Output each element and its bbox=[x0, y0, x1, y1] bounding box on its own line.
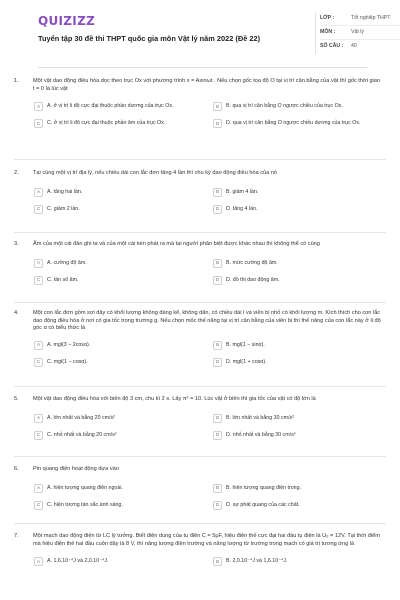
option-a[interactable] bbox=[34, 484, 203, 495]
option-letter-badge: B bbox=[213, 484, 222, 493]
meta-value: Tốt nghiệp THPT bbox=[351, 14, 391, 21]
question-1 bbox=[0, 78, 400, 130]
option-b[interactable] bbox=[213, 102, 382, 113]
option-letter-badge: B bbox=[213, 557, 222, 566]
option-grid bbox=[33, 188, 382, 216]
option-d[interactable] bbox=[213, 205, 382, 216]
option-c[interactable] bbox=[34, 276, 203, 287]
option-a[interactable] bbox=[34, 557, 203, 568]
question-number: 3. bbox=[14, 241, 19, 247]
option-b[interactable] bbox=[213, 557, 382, 568]
option-c[interactable] bbox=[34, 501, 203, 512]
meta-table bbox=[315, 12, 400, 54]
quizizz-logo: QUIZIZZ bbox=[38, 14, 96, 28]
question-number: 4. bbox=[14, 310, 19, 316]
question-divider bbox=[14, 302, 386, 303]
option-d[interactable] bbox=[213, 431, 382, 442]
option-grid bbox=[33, 102, 382, 130]
option-text: B. mức cường độ âm. bbox=[226, 259, 278, 266]
option-letter-badge: B bbox=[213, 341, 222, 350]
option-text: C. nhỏ nhất và bằng 20 cm/s² bbox=[47, 431, 117, 438]
option-text: D. mgl(1 + cosα). bbox=[226, 358, 267, 365]
option-c[interactable] bbox=[34, 431, 203, 442]
question-2 bbox=[0, 170, 400, 216]
option-letter-badge: B bbox=[213, 259, 222, 268]
meta-label: MÔN : bbox=[320, 28, 336, 35]
option-a[interactable] bbox=[34, 341, 203, 352]
option-letter-badge: D bbox=[213, 431, 222, 440]
meta-row-subject bbox=[320, 26, 400, 40]
option-letter-badge: A bbox=[34, 484, 43, 493]
option-letter-badge: D bbox=[213, 501, 222, 510]
question-stem: Một vật dao động điều hòa dọc theo trục Ox với phương trình x = Asinωt . Nếu chọn gốc tọa độ O tại vị trí cân bằng của vật thì gốc thời gian t = 0 là lúc vật bbox=[33, 78, 381, 92]
option-letter-badge: B bbox=[213, 414, 222, 423]
option-text: D. đồ thị dao động âm. bbox=[226, 276, 280, 283]
question-stem: Tại cùng một vị trí địa lý, nếu chiều dài con lắc đơn tăng 4 lần thì chu kỳ dao động điều hòa của nó bbox=[33, 170, 278, 176]
meta-label: SỐ CÂU : bbox=[320, 43, 344, 50]
question-stem: Một vật dao động điều hòa với biên độ 3 cm, chu kì 2 s. Lấy π² = 10. Lúc vật ở biên thì gia tốc của vật có độ lớn là bbox=[33, 396, 316, 402]
option-d[interactable] bbox=[213, 119, 382, 130]
meta-row-class bbox=[320, 12, 400, 26]
option-letter-badge: C bbox=[34, 431, 43, 440]
option-letter-badge: B bbox=[213, 102, 222, 111]
option-letter-badge: B bbox=[213, 188, 222, 197]
option-text: A. tăng hai lần. bbox=[47, 188, 83, 195]
option-b[interactable] bbox=[213, 259, 382, 270]
question-6 bbox=[0, 466, 400, 512]
option-text: A. mgl(3 − 2cosα). bbox=[47, 341, 91, 348]
option-text: D. tăng 4 lần. bbox=[226, 205, 258, 212]
question-7 bbox=[0, 533, 400, 568]
option-text: D. qua vị trí cân bằng O ngược chiều dương của trục Ox. bbox=[226, 120, 361, 127]
option-letter-badge: A bbox=[34, 557, 43, 566]
option-c[interactable] bbox=[34, 358, 203, 369]
option-letter-badge: C bbox=[34, 276, 43, 285]
option-a[interactable] bbox=[34, 414, 203, 425]
option-d[interactable] bbox=[213, 501, 382, 512]
question-divider bbox=[14, 232, 386, 233]
meta-row-count bbox=[320, 40, 400, 54]
header-divider bbox=[38, 67, 367, 68]
option-grid bbox=[33, 414, 382, 442]
option-letter-badge: C bbox=[34, 205, 43, 214]
option-text: A. lớn nhất và bằng 20 cm/s² bbox=[47, 414, 115, 421]
option-text: C. giảm 2 lần. bbox=[47, 205, 80, 212]
worksheet-header bbox=[19, 0, 391, 68]
question-divider bbox=[14, 386, 386, 387]
option-text: B. giảm 4 lần. bbox=[226, 188, 259, 195]
question-number: 5. bbox=[14, 396, 19, 402]
option-grid bbox=[33, 341, 382, 369]
option-letter-badge: D bbox=[213, 205, 222, 214]
option-letter-badge: A bbox=[34, 259, 43, 268]
option-text: B. hiện tượng quang điện trong. bbox=[226, 484, 302, 491]
question-3 bbox=[0, 241, 400, 287]
option-c[interactable] bbox=[34, 205, 203, 216]
question-stem: Một con lắc đơn gồm sợi dây có khối lượng không đáng kể, không dãn, có chiều dài l và viên bi nhỏ có khối lượng m. Kích thích cho con lắc dao động điều hòa ở nơi có gia tốc trọng trường g. Nếu chọn mốc thế năng tại vị trí cân bằng của viên bi thì thế năng của con lắc này ở li độ góc α có biểu thức là bbox=[33, 310, 381, 332]
option-letter-badge: C bbox=[34, 358, 43, 367]
question-number: 6. bbox=[14, 466, 19, 472]
option-letter-badge: A bbox=[34, 102, 43, 111]
option-a[interactable] bbox=[34, 188, 203, 199]
question-stem: Pin quang điện hoạt động dựa vào bbox=[33, 466, 119, 472]
option-text: C. tần số âm. bbox=[47, 276, 79, 283]
option-grid bbox=[33, 484, 382, 512]
option-text: B. 2,0.10⁻⁴J và 1,6.10⁻⁴J. bbox=[226, 558, 288, 565]
option-grid bbox=[33, 259, 382, 287]
option-b[interactable] bbox=[213, 341, 382, 352]
option-letter-badge: A bbox=[34, 188, 43, 197]
question-divider bbox=[14, 456, 386, 457]
option-letter-badge: C bbox=[34, 119, 43, 128]
question-number: 2. bbox=[14, 170, 19, 176]
option-text: C. mgl(1 − cosα). bbox=[47, 358, 88, 365]
meta-value: 40 bbox=[351, 43, 357, 50]
page-title: Tuyển tập 30 đề thi THPT quốc gia môn Vật lý năm 2022 (Đề 22) bbox=[38, 34, 261, 43]
option-b[interactable] bbox=[213, 188, 382, 199]
option-b[interactable] bbox=[213, 484, 382, 495]
option-text: C. ở vị trí li độ cực đại thuộc phần âm của trục Ox. bbox=[47, 120, 166, 127]
option-letter-badge: D bbox=[213, 276, 222, 285]
question-divider bbox=[14, 523, 386, 524]
option-text: D. sự phát quang của các chất. bbox=[226, 501, 300, 508]
question-4 bbox=[0, 310, 400, 369]
question-divider bbox=[14, 159, 386, 160]
option-text: A. 1,6.10⁻⁴J và 2,0.10⁻⁴J. bbox=[47, 558, 109, 565]
option-letter-badge: C bbox=[34, 501, 43, 510]
question-stem: Một mạch dao động điện từ LC lý tưởng. Biết điện dung của tụ điện C = 5μF, hiệu điện thế cực đại hai đầu tụ điện là U₀ = 12V. Tại thời điểm mà hiệu điện thế hai đầu cuộn dây là 8 V, thì năng lượng điện trường và năng lượng từ trường trong mạch có giá trị tương ứng là bbox=[33, 533, 380, 547]
option-text: B. qua vị trí cân bằng O ngược chiều của trục Ox. bbox=[226, 103, 343, 110]
option-d[interactable] bbox=[213, 358, 382, 369]
option-text: A. ở vị trí li độ cực đại thuộc phần dương của trục Ox. bbox=[47, 103, 174, 110]
question-stem: Âm của một cái đàn ghi ta và của một cái kèn phát ra mà tai người phân biệt được khác nhau thì không thể có cùng bbox=[33, 241, 320, 247]
meta-label: LỚP : bbox=[320, 14, 335, 21]
option-text: A. cường độ âm. bbox=[47, 259, 87, 266]
meta-value: Vật lý bbox=[351, 28, 364, 35]
question-number: 1. bbox=[14, 78, 19, 84]
option-text: B. lớn nhất và bằng 30 cm/s² bbox=[226, 414, 294, 421]
question-5 bbox=[0, 396, 400, 442]
option-letter-badge: D bbox=[213, 119, 222, 128]
option-d[interactable] bbox=[213, 276, 382, 287]
option-b[interactable] bbox=[213, 414, 382, 425]
option-text: B. mgl(1 − sinα). bbox=[226, 341, 265, 348]
option-text: C. hiện tượng tán sắc ánh sáng. bbox=[47, 501, 123, 508]
option-text: D. nhỏ nhất và bằng 30 cm/s² bbox=[226, 431, 296, 438]
option-c[interactable] bbox=[34, 119, 203, 130]
option-letter-badge: A bbox=[34, 414, 43, 423]
option-a[interactable] bbox=[34, 102, 203, 113]
option-letter-badge: D bbox=[213, 358, 222, 367]
option-letter-badge: A bbox=[34, 341, 43, 350]
option-text: A. hiện tượng quang điện ngoài. bbox=[47, 484, 123, 491]
question-number: 7. bbox=[14, 533, 19, 539]
option-a[interactable] bbox=[34, 259, 203, 270]
option-grid bbox=[33, 557, 382, 568]
